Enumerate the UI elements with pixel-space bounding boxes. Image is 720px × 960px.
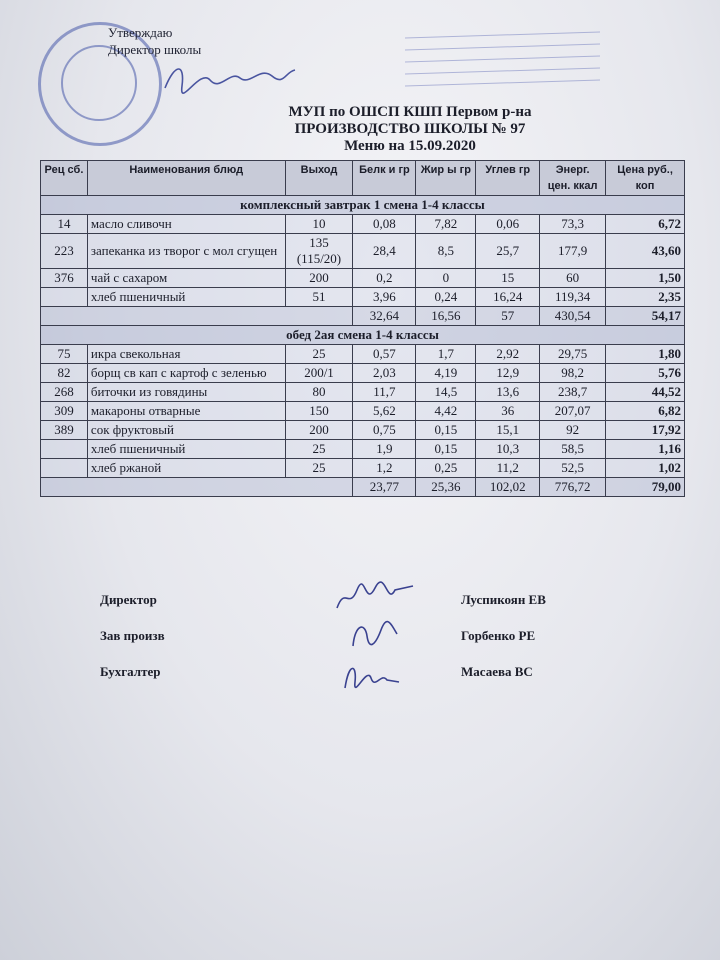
table-row (41, 234, 685, 269)
table-cell: 13,6 (476, 383, 540, 402)
table-cell: 25 (285, 345, 353, 364)
table-cell: 6,72 (606, 215, 685, 234)
table-cell: 268 (41, 383, 88, 402)
table-row (41, 383, 685, 402)
table-cell: 200/1 (285, 364, 353, 383)
total-label-cell (41, 307, 353, 326)
menu-table-body (41, 196, 685, 497)
table-cell: 119,34 (540, 288, 606, 307)
table-cell: 207,07 (540, 402, 606, 421)
total-cell: 57 (476, 307, 540, 326)
table-cell (41, 459, 88, 478)
signature-position: Бухгалтер (100, 664, 161, 679)
table-row (41, 421, 685, 440)
table-cell: 75 (41, 345, 88, 364)
table-cell: 25 (285, 440, 353, 459)
table-cell: сок фруктовый (87, 421, 285, 440)
table-cell: 0,15 (416, 421, 476, 440)
total-cell: 776,72 (540, 478, 606, 497)
table-cell: 73,3 (540, 215, 606, 234)
table-cell: 309 (41, 402, 88, 421)
total-cell: 79,00 (606, 478, 685, 497)
table-cell: 0,75 (353, 421, 416, 440)
table-cell: 376 (41, 269, 88, 288)
total-cell: 32,64 (353, 307, 416, 326)
table-cell: 0,2 (353, 269, 416, 288)
table-cell: 1,9 (353, 440, 416, 459)
total-cell: 23,77 (353, 478, 416, 497)
column-header: Наименования блюд (87, 161, 285, 196)
handwritten-signature (335, 652, 415, 692)
table-cell: 80 (285, 383, 353, 402)
column-header: Жир ы гр (416, 161, 476, 196)
table-cell: 8,5 (416, 234, 476, 269)
section-header-row (41, 326, 685, 345)
table-cell: 43,60 (606, 234, 685, 269)
signature-row (100, 664, 580, 700)
table-cell: 4,42 (416, 402, 476, 421)
table-cell: чай с сахаром (87, 269, 285, 288)
table-cell: 0,06 (476, 215, 540, 234)
approval-signature (160, 58, 300, 98)
total-row (41, 307, 685, 326)
table-cell: 58,5 (540, 440, 606, 459)
table-header-row (41, 161, 685, 196)
table-cell: 238,7 (540, 383, 606, 402)
table-cell: 17,92 (606, 421, 685, 440)
handwritten-signature (335, 616, 415, 652)
table-row (41, 345, 685, 364)
table-cell: 11,2 (476, 459, 540, 478)
table-cell: хлеб ржаной (87, 459, 285, 478)
column-header: Рец сб. (41, 161, 88, 196)
table-row (41, 269, 685, 288)
table-cell: 12,9 (476, 364, 540, 383)
table-cell: 0,15 (416, 440, 476, 459)
table-cell: 25,7 (476, 234, 540, 269)
column-header: Выход (285, 161, 353, 196)
table-cell: масло сливочн (87, 215, 285, 234)
table-cell: 10,3 (476, 440, 540, 459)
table-cell: борщ св кап с картоф с зеленью (87, 364, 285, 383)
menu-table (40, 160, 685, 497)
table-cell: 5,62 (353, 402, 416, 421)
table-cell: 150 (285, 402, 353, 421)
approval-line-1: Утверждаю (108, 25, 173, 40)
column-header: Белк и гр (353, 161, 416, 196)
total-cell: 54,17 (606, 307, 685, 326)
total-cell: 102,02 (476, 478, 540, 497)
table-row (41, 364, 685, 383)
column-header: Углев гр (476, 161, 540, 196)
table-cell: 60 (540, 269, 606, 288)
total-cell: 16,56 (416, 307, 476, 326)
signatures-block (100, 592, 580, 700)
approval-block (108, 24, 201, 58)
table-cell: 1,2 (353, 459, 416, 478)
table-cell: 200 (285, 421, 353, 440)
section-header-row (41, 196, 685, 215)
total-cell: 430,54 (540, 307, 606, 326)
column-header: Энерг. цен. ккал (540, 161, 606, 196)
table-cell: 10 (285, 215, 353, 234)
table-cell: 200 (285, 269, 353, 288)
table-cell: биточки из говядины (87, 383, 285, 402)
table-cell: 135 (115/20) (285, 234, 353, 269)
section-title: комплексный завтрак 1 смена 1-4 классы (41, 196, 685, 215)
table-row (41, 288, 685, 307)
table-cell: 15 (476, 269, 540, 288)
table-cell: 14 (41, 215, 88, 234)
table-cell (41, 440, 88, 459)
table-row (41, 215, 685, 234)
section-title: обед 2ая смена 1-4 классы (41, 326, 685, 345)
table-cell: 29,75 (540, 345, 606, 364)
table-cell: 1,7 (416, 345, 476, 364)
table-cell: 2,92 (476, 345, 540, 364)
table-cell: 5,76 (606, 364, 685, 383)
table-cell: 28,4 (353, 234, 416, 269)
document-title: ПРОИЗВОДСТВО ШКОЛЫ № 97 (294, 121, 526, 137)
total-cell: 25,36 (416, 478, 476, 497)
table-cell: запеканка из творог с мол сгущен (87, 234, 285, 269)
table-cell: 16,24 (476, 288, 540, 307)
table-cell: икра свекольная (87, 345, 285, 364)
table-cell: 98,2 (540, 364, 606, 383)
table-cell: 2,35 (606, 288, 685, 307)
table-cell: 0,25 (416, 459, 476, 478)
table-cell: 0,08 (353, 215, 416, 234)
table-cell: 0,24 (416, 288, 476, 307)
table-cell: 177,9 (540, 234, 606, 269)
table-cell: 389 (41, 421, 88, 440)
approval-line-2: Директор школы (108, 42, 202, 57)
table-cell: 7,82 (416, 215, 476, 234)
total-label-cell (41, 478, 353, 497)
table-cell: 82 (41, 364, 88, 383)
signature-name: Горбенко РЕ (461, 628, 536, 643)
table-cell: 51 (285, 288, 353, 307)
signature-name: Масаева ВС (461, 664, 533, 679)
signature-position: Директор (100, 592, 157, 607)
document-header (0, 104, 720, 155)
table-cell: 3,96 (353, 288, 416, 307)
table-cell (41, 288, 88, 307)
signature-position: Зав произв (100, 628, 165, 643)
org-name: МУП по ОШСП КШП Первом р-на (288, 104, 532, 120)
total-row (41, 478, 685, 497)
corner-stamp (400, 28, 610, 108)
table-cell: 15,1 (476, 421, 540, 440)
table-cell: 6,82 (606, 402, 685, 421)
table-cell: 36 (476, 402, 540, 421)
table-cell: макароны отварные (87, 402, 285, 421)
table-cell: 4,19 (416, 364, 476, 383)
column-header: Цена руб., коп (606, 161, 685, 196)
table-row (41, 459, 685, 478)
signature-name: Луспикоян ЕВ (461, 592, 546, 607)
table-cell: 223 (41, 234, 88, 269)
table-cell: 1,16 (606, 440, 685, 459)
table-row (41, 440, 685, 459)
table-cell: 25 (285, 459, 353, 478)
table-cell: 44,52 (606, 383, 685, 402)
menu-date: Меню на 15.09.2020 (344, 138, 476, 154)
handwritten-signature (335, 580, 415, 616)
table-cell: 1,02 (606, 459, 685, 478)
table-cell: 14,5 (416, 383, 476, 402)
table-cell: хлеб пшеничный (87, 440, 285, 459)
table-cell: 52,5 (540, 459, 606, 478)
table-cell: 1,80 (606, 345, 685, 364)
table-cell: 0,57 (353, 345, 416, 364)
table-cell: 11,7 (353, 383, 416, 402)
table-cell: 92 (540, 421, 606, 440)
table-cell: хлеб пшеничный (87, 288, 285, 307)
table-cell: 0 (416, 269, 476, 288)
table-cell: 1,50 (606, 269, 685, 288)
table-row (41, 402, 685, 421)
table-cell: 2,03 (353, 364, 416, 383)
